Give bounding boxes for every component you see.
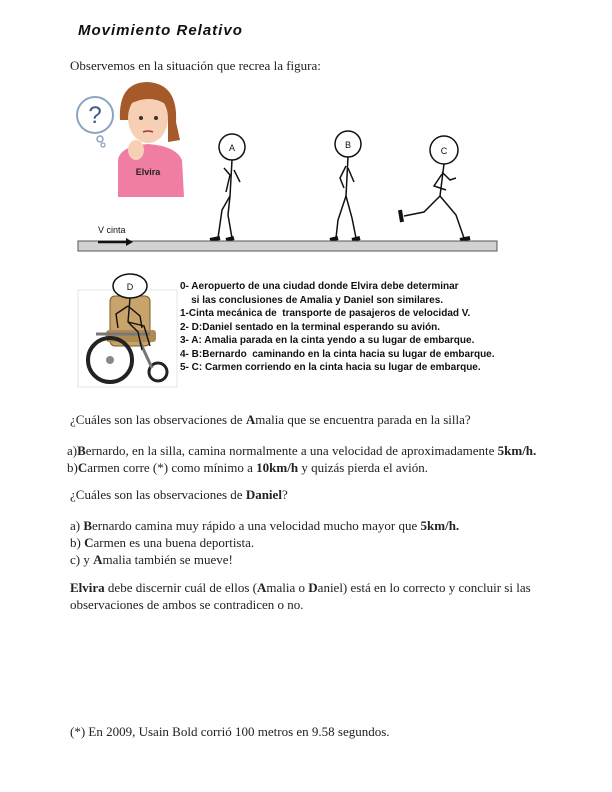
figure-d-label: D bbox=[126, 282, 134, 292]
legend-item: 4- B:Bernardo caminando en la cinta hacia su lugar de embarque. bbox=[180, 348, 495, 360]
answer-a: a)Bernardo, en la silla, camina normalmente a una velocidad de aproximadamente 5km/h. bbox=[67, 443, 537, 458]
question-text: ¿Cuáles son las observaciones de bbox=[70, 487, 246, 502]
figure-legend bbox=[180, 280, 495, 375]
question-amalia bbox=[70, 412, 471, 428]
answer-list-amalia bbox=[67, 442, 536, 476]
legend-item: 2- D:Daniel sentado en la terminal esperando su avión. bbox=[180, 321, 441, 333]
figure-c-stickman bbox=[400, 136, 470, 240]
answer-b: b) Carmen es una buena deportista. bbox=[70, 535, 255, 550]
bold-initial: A bbox=[245, 412, 256, 427]
footnote: (*) En 2009, Usain Bold corrió 100 metros en 9.58 segundos. bbox=[70, 724, 390, 739]
answer-list-daniel bbox=[70, 517, 459, 568]
thought-bubble-icon bbox=[77, 97, 113, 147]
question-mark: ? bbox=[88, 102, 102, 129]
question-text: ¿Cuáles son las observaciones de bbox=[70, 412, 246, 427]
legend-item: 0- Aeropuerto de una ciudad donde Elvira debe determinar bbox=[180, 281, 459, 292]
question-daniel: ¿Cuáles son las observaciones de Daniel? bbox=[70, 487, 288, 502]
figure-a-stickman bbox=[210, 134, 245, 240]
legend-item: si las conclusiones de Amalia y Daniel son similares. bbox=[180, 294, 444, 306]
conclusion-paragraph: Elvira debe discernir cuál de ellos (Amalia o Daniel) está en lo correcto y concluir si las observaciones de ambos se contradicen o no. bbox=[70, 580, 531, 612]
page-title: Movimiento Relativo bbox=[78, 22, 243, 39]
elvira-figure bbox=[118, 82, 184, 197]
answer-b: b)Carmen corre (*) como mínimo a 10km/h y quizás pierda el avión. bbox=[67, 460, 429, 475]
legend-item: 5- C: Carmen corriendo en la cinta hacia su lugar de embarque. bbox=[180, 362, 481, 373]
intro-text: Observemos en la situación que recrea la figura: bbox=[70, 58, 321, 73]
belt-speed-label: V cinta bbox=[98, 225, 126, 235]
bold-name: Daniel bbox=[245, 487, 282, 502]
legend-item: 3- A: Amalia parada en la cinta yendo a su lugar de embarque. bbox=[180, 335, 475, 346]
elvira-label: Elvira bbox=[135, 167, 161, 177]
figure-c-label: C bbox=[440, 146, 448, 156]
conveyor-belt bbox=[78, 241, 497, 251]
answer-a: a) Bernardo camina muy rápido a una velocidad mucho mayor que 5km/h. bbox=[70, 518, 460, 533]
answer-c: c) y Amalia también se mueve! bbox=[70, 552, 233, 567]
question-text: malia que se encuentra parada en la silla? bbox=[255, 412, 471, 427]
figure-b-label: B bbox=[344, 140, 352, 150]
figure-a-label: A bbox=[228, 143, 236, 153]
legend-item: 1-Cinta mecánica de transporte de pasajeros de velocidad V. bbox=[180, 308, 471, 319]
